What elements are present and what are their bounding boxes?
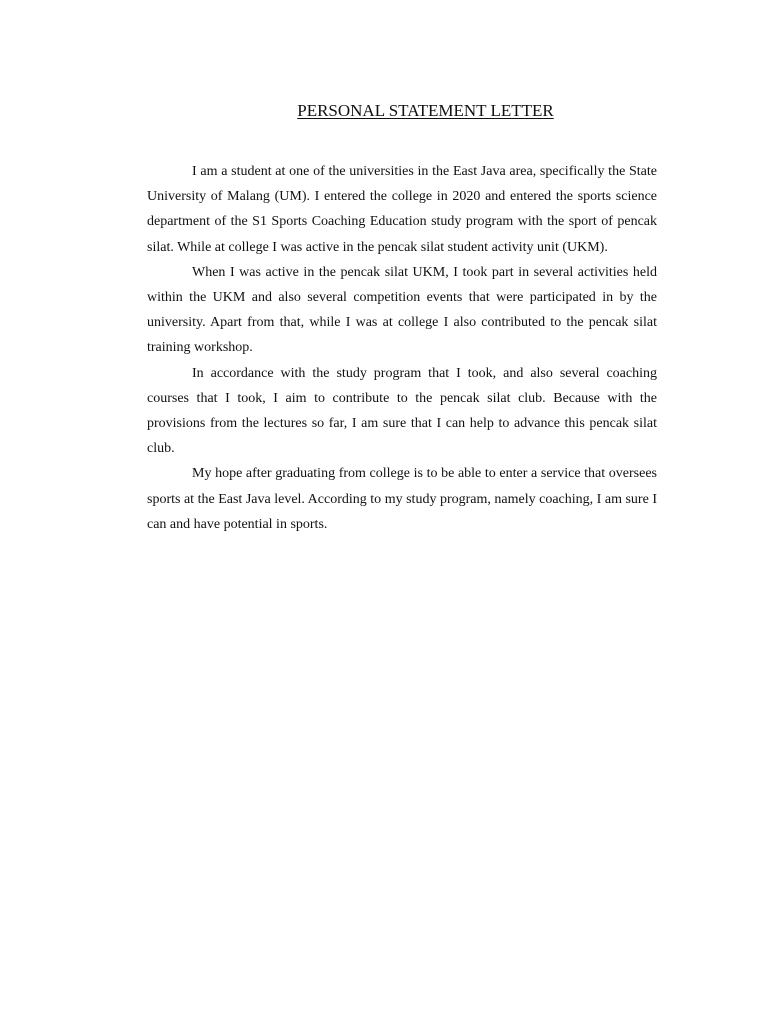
letter-body	[147, 159, 657, 537]
paragraph-1: I am a student at one of the universities in the East Java area, specifically the State University of Malang (UM). I entered the college in 2020 and entered the sports science department of the S1 Sports Coaching Education study program with the sport of pencak silat. While at college I was active in the pencak silat student activity unit (UKM).	[147, 164, 657, 255]
paragraph-2: When I was active in the pencak silat UKM, I took part in several activities held within the UKM and also several competition events that were participated in by the university. Apart from that, while I was at college I also contributed to the pencak silat training workshop.	[147, 264, 657, 356]
paragraph-4: My hope after graduating from college is to be able to enter a service that oversees sports at the East Java level. According to my study program, namely coaching, I am sure I can and have potential in sports.	[147, 466, 657, 532]
paragraph-3: In accordance with the study program that I took, and also several coaching courses that I took, I aim to contribute to the pencak silat club. Because with the provisions from the lectures so far, I am sure that I can help to advance this pencak silat club.	[147, 365, 657, 457]
letter-title: PERSONAL STATEMENT LETTER	[297, 101, 554, 120]
